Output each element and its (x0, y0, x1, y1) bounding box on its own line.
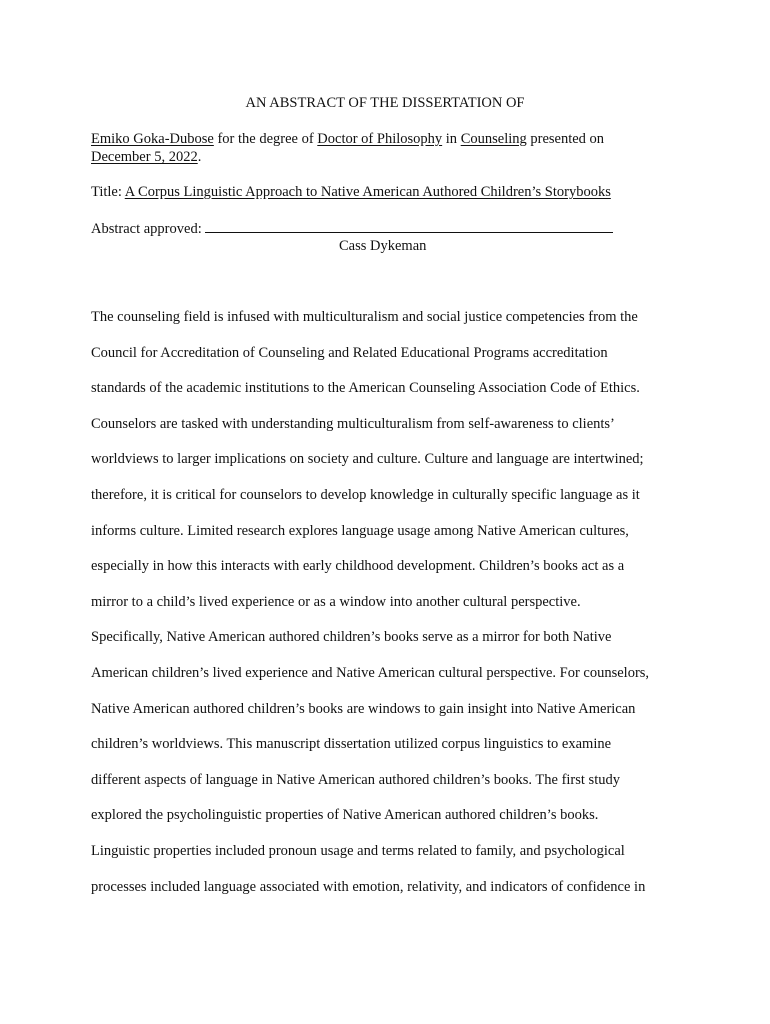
presentation-date: December 5, 2022 (91, 149, 198, 165)
abstract-line: Counselors are tasked with understanding multiculturalism from self-awareness to clients’ (91, 415, 615, 432)
abstract-line: Specifically, Native American authored children’s books serve as a mirror for both Native (91, 629, 612, 646)
abstract-heading: AN ABSTRACT OF THE DISSERTATION OF (245, 95, 525, 111)
abstract-line: children’s worldviews. This manuscript dissertation utilized corpus linguistics to examine (91, 736, 612, 753)
field-name: Counseling (460, 131, 527, 147)
abstract-line: Council for Accreditation of Counseling and Related Educational Programs accreditation (91, 344, 608, 361)
abstract-line: explored the psycholinguistic properties of Native American authored children’s books. (91, 807, 599, 824)
approval-label: Abstract approved: (91, 221, 206, 237)
abstract-line: informs culture. Limited research explores language usage among Native American cultures, (91, 522, 629, 539)
author-line-text-2: in (442, 131, 461, 147)
abstract-line: mirror to a child’s lived experience or as a window into another cultural perspective. (91, 593, 581, 610)
abstract-line: The counseling field is infused with multiculturalism and social justice competencies from the (91, 309, 638, 325)
abstract-line: standards of the academic institutions to the American Counseling Association Code of Ethics. (91, 380, 640, 397)
advisor-name: Cass Dykeman (339, 238, 427, 254)
dissertation-title: A Corpus Linguistic Approach to Native American Authored Children’s Storybooks (124, 184, 611, 200)
dissertation-title-line (91, 183, 681, 201)
abstract-line: different aspects of language in Native American authored children’s books. The first study (91, 771, 620, 788)
abstract-line: Linguistic properties included pronoun usage and terms related to family, and psychological (91, 842, 625, 859)
degree-name: Doctor of Philosophy (317, 131, 443, 147)
abstract-line: therefore, it is critical for counselors to develop knowledge in culturally specific language as it (91, 486, 640, 503)
author-line-text-3: presented on (526, 131, 605, 147)
author-degree-line (91, 130, 681, 166)
approval-line (91, 219, 681, 238)
abstract-line: worldviews to larger implications on society and culture. Culture and language are intertwined; (91, 451, 644, 468)
abstract-line: Native American authored children’s books are windows to gain insight into Native American (91, 700, 636, 717)
abstract-line: American children’s lived experience and Native American cultural perspective. For counselors, (91, 664, 650, 681)
title-label: Title: (91, 184, 125, 200)
signature-rule (205, 219, 613, 233)
author-name: Emiko Goka-Dubose (91, 131, 214, 147)
author-line-text-1: for the degree of (213, 131, 318, 147)
abstract-body (91, 308, 681, 913)
abstract-line: especially in how this interacts with early childhood development. Children’s books act as a (91, 558, 625, 575)
abstract-line: processes included language associated with emotion, relativity, and indicators of confidence in (91, 878, 646, 895)
author-line-text-4: . (197, 149, 202, 165)
